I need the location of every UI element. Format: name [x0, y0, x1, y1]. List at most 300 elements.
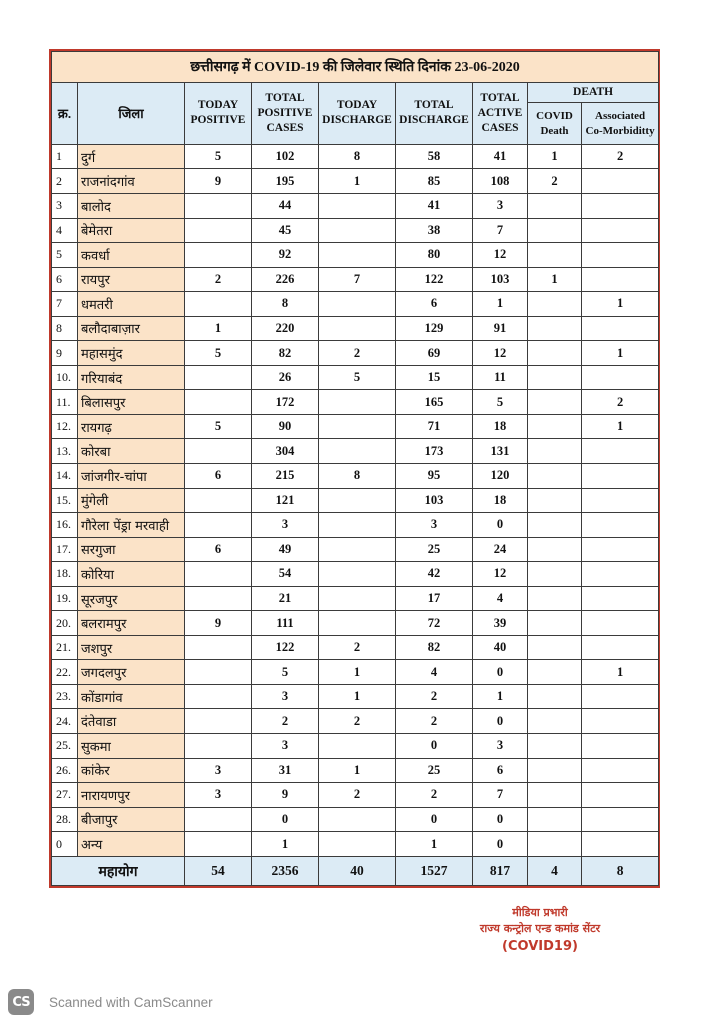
total-discharge-cell: 0 [396, 734, 473, 759]
table-row [52, 660, 659, 685]
today-positive-cell: 9 [185, 169, 252, 194]
district-name: कोरिया [78, 562, 185, 587]
today-positive-cell: 2 [185, 267, 252, 292]
total-discharge-cell: 58 [396, 144, 473, 169]
today-discharge-cell [319, 193, 396, 218]
total-discharge-cell: 0 [396, 807, 473, 832]
table-row [52, 267, 659, 292]
district-name: कांकेर [78, 758, 185, 783]
comorbidity-death-cell [582, 169, 659, 194]
total-discharge-cell: 173 [396, 439, 473, 464]
today-positive-cell: 5 [185, 144, 252, 169]
today-discharge-cell [319, 537, 396, 562]
today-discharge-cell: 1 [319, 660, 396, 685]
today-discharge-cell: 2 [319, 341, 396, 366]
comorbidity-death-cell [582, 611, 659, 636]
district-name: बीजापुर [78, 807, 185, 832]
col-header-total-active: TOTAL ACTIVE CASES [473, 82, 528, 144]
total-discharge-cell: 2 [396, 709, 473, 734]
comorbidity-death-cell [582, 365, 659, 390]
serial-number: 20. [52, 611, 78, 636]
today-discharge-cell [319, 832, 396, 857]
active-cases-cell: 120 [473, 464, 528, 489]
total-positive-cell: 1 [252, 832, 319, 857]
total-discharge-cell: 6 [396, 292, 473, 317]
active-cases-cell: 6 [473, 758, 528, 783]
today-positive-cell: 5 [185, 414, 252, 439]
active-cases-cell: 40 [473, 635, 528, 660]
table-row [52, 414, 659, 439]
district-name: बिलासपुर [78, 390, 185, 415]
total-positive-cell: 82 [252, 341, 319, 366]
today-discharge-cell [319, 488, 396, 513]
district-name: दुर्ग [78, 144, 185, 169]
col-header-total-positive: TOTAL POSITIVE CASES [252, 82, 319, 144]
serial-number: 3 [52, 193, 78, 218]
district-name: सुकमा [78, 734, 185, 759]
report-sheet [49, 49, 660, 888]
active-cases-cell: 0 [473, 832, 528, 857]
table-row [52, 586, 659, 611]
covid-death-cell [528, 464, 582, 489]
table-row [52, 464, 659, 489]
total-discharge-cell: 15 [396, 365, 473, 390]
district-name: राजनांदगांव [78, 169, 185, 194]
total-discharge-cell: 3 [396, 513, 473, 538]
total-today-discharge: 40 [319, 857, 396, 886]
covid-death-cell [528, 611, 582, 636]
active-cases-cell: 11 [473, 365, 528, 390]
comorbidity-death-cell [582, 488, 659, 513]
comorbidity-death-cell [582, 635, 659, 660]
total-positive-cell: 226 [252, 267, 319, 292]
district-name: धमतरी [78, 292, 185, 317]
covid-death-cell [528, 390, 582, 415]
district-name: कोरबा [78, 439, 185, 464]
comorbidity-death-cell: 1 [582, 292, 659, 317]
comorbidity-death-cell [582, 758, 659, 783]
covid-death-cell [528, 635, 582, 660]
today-positive-cell [185, 292, 252, 317]
today-positive-cell [185, 709, 252, 734]
comorbidity-death-cell [582, 807, 659, 832]
today-positive-cell: 6 [185, 537, 252, 562]
total-positive-cell: 121 [252, 488, 319, 513]
today-discharge-cell [319, 734, 396, 759]
serial-number: 6 [52, 267, 78, 292]
total-discharge-cell: 82 [396, 635, 473, 660]
active-cases-cell: 0 [473, 709, 528, 734]
total-discharge-cell: 25 [396, 758, 473, 783]
serial-number: 17. [52, 537, 78, 562]
district-name: गरियाबंद [78, 365, 185, 390]
district-name: बलरामपुर [78, 611, 185, 636]
total-positive-cell: 54 [252, 562, 319, 587]
total-positive-cell: 0 [252, 807, 319, 832]
table-row [52, 635, 659, 660]
district-name: मुंगेली [78, 488, 185, 513]
today-discharge-cell [319, 414, 396, 439]
district-name: जगदलपुर [78, 660, 185, 685]
covid-death-cell [528, 832, 582, 857]
total-positive-cell: 172 [252, 390, 319, 415]
total-positive-cell: 44 [252, 193, 319, 218]
serial-number: 16. [52, 513, 78, 538]
camscanner-watermark [8, 988, 213, 1016]
active-cases-cell: 103 [473, 267, 528, 292]
today-positive-cell: 3 [185, 783, 252, 808]
comorbidity-death-cell [582, 832, 659, 857]
covid19-tag: (COVID19) [502, 939, 578, 954]
serial-number: 4 [52, 218, 78, 243]
total-comorbidity-death: 8 [582, 857, 659, 886]
today-positive-cell [185, 243, 252, 268]
media-incharge-signature [440, 905, 640, 957]
comorbidity-death-cell [582, 709, 659, 734]
covid-death-cell [528, 488, 582, 513]
serial-number: 7 [52, 292, 78, 317]
active-cases-cell: 3 [473, 734, 528, 759]
serial-number: 28. [52, 807, 78, 832]
serial-number: 15. [52, 488, 78, 513]
serial-number: 24. [52, 709, 78, 734]
comorbidity-death-cell: 2 [582, 390, 659, 415]
today-positive-cell: 9 [185, 611, 252, 636]
camscanner-logo-icon: CS [8, 989, 34, 1015]
comorbidity-death-cell [582, 513, 659, 538]
today-positive-cell [185, 684, 252, 709]
total-positive-cell: 90 [252, 414, 319, 439]
col-header-today-discharge: TODAY DISCHARGE [319, 82, 396, 144]
total-discharge-cell: 42 [396, 562, 473, 587]
table-row [52, 365, 659, 390]
total-positive-cell: 122 [252, 635, 319, 660]
district-name: दंतेवाडा [78, 709, 185, 734]
total-discharge-cell: 72 [396, 611, 473, 636]
total-discharge-cell: 2 [396, 783, 473, 808]
control-center-name: राज्य कन्ट्रोल एन्ड कमांड सेंटर [479, 922, 601, 935]
serial-number: 14. [52, 464, 78, 489]
comorbidity-death-cell [582, 464, 659, 489]
active-cases-cell: 1 [473, 684, 528, 709]
today-discharge-cell: 1 [319, 169, 396, 194]
table-row [52, 390, 659, 415]
total-discharge-cell: 1 [396, 832, 473, 857]
total-discharge-cell: 4 [396, 660, 473, 685]
col-header-sn: क्र. [52, 82, 78, 144]
today-positive-cell [185, 660, 252, 685]
table-row [52, 783, 659, 808]
total-positive-cell: 111 [252, 611, 319, 636]
serial-number: 9 [52, 341, 78, 366]
total-positive-cell: 2 [252, 709, 319, 734]
total-positive-cell: 31 [252, 758, 319, 783]
table-row [52, 439, 659, 464]
today-positive-cell [185, 439, 252, 464]
active-cases-cell: 7 [473, 783, 528, 808]
col-header-comorbidity: Associated Co-Morbiditty [582, 103, 659, 145]
comorbidity-death-cell [582, 267, 659, 292]
today-discharge-cell: 2 [319, 709, 396, 734]
today-discharge-cell: 7 [319, 267, 396, 292]
table-row [52, 341, 659, 366]
comorbidity-death-cell [582, 218, 659, 243]
comorbidity-death-cell: 1 [582, 660, 659, 685]
today-positive-cell: 6 [185, 464, 252, 489]
active-cases-cell: 12 [473, 341, 528, 366]
serial-number: 18. [52, 562, 78, 587]
today-positive-cell [185, 807, 252, 832]
today-positive-cell [185, 365, 252, 390]
covid-death-cell [528, 709, 582, 734]
active-cases-cell: 41 [473, 144, 528, 169]
serial-number: 27. [52, 783, 78, 808]
comorbidity-death-cell [582, 193, 659, 218]
active-cases-cell: 0 [473, 660, 528, 685]
serial-number: 1 [52, 144, 78, 169]
total-active-cases: 817 [473, 857, 528, 886]
total-discharge-cell: 41 [396, 193, 473, 218]
comorbidity-death-cell: 1 [582, 341, 659, 366]
active-cases-cell: 91 [473, 316, 528, 341]
serial-number: 21. [52, 635, 78, 660]
serial-number: 19. [52, 586, 78, 611]
col-header-covid-death: COVID Death [528, 103, 582, 145]
covid-death-cell [528, 783, 582, 808]
comorbidity-death-cell: 1 [582, 414, 659, 439]
district-name: सरगुजा [78, 537, 185, 562]
today-positive-cell [185, 635, 252, 660]
active-cases-cell: 0 [473, 807, 528, 832]
today-discharge-cell: 8 [319, 144, 396, 169]
active-cases-cell: 1 [473, 292, 528, 317]
serial-number: 12. [52, 414, 78, 439]
comorbidity-death-cell [582, 537, 659, 562]
table-row [52, 832, 659, 857]
active-cases-cell: 3 [473, 193, 528, 218]
serial-number: 0 [52, 832, 78, 857]
serial-number: 23. [52, 684, 78, 709]
district-name: बेमेतरा [78, 218, 185, 243]
serial-number: 26. [52, 758, 78, 783]
comorbidity-death-cell: 2 [582, 144, 659, 169]
table-row [52, 488, 659, 513]
col-header-total-discharge: TOTAL DISCHARGE [396, 82, 473, 144]
table-row [52, 562, 659, 587]
table-row [52, 807, 659, 832]
total-discharge-cell: 2 [396, 684, 473, 709]
covid-death-cell [528, 537, 582, 562]
today-discharge-cell: 1 [319, 758, 396, 783]
comorbidity-death-cell [582, 586, 659, 611]
table-row [52, 513, 659, 538]
total-positive-cell: 49 [252, 537, 319, 562]
today-discharge-cell [319, 513, 396, 538]
today-discharge-cell [319, 243, 396, 268]
today-positive-cell [185, 562, 252, 587]
comorbidity-death-cell [582, 783, 659, 808]
district-name: कवर्धा [78, 243, 185, 268]
total-positive-cell: 3 [252, 734, 319, 759]
total-discharge-cell: 85 [396, 169, 473, 194]
today-positive-cell: 1 [185, 316, 252, 341]
total-discharge-cell: 129 [396, 316, 473, 341]
table-row [52, 169, 659, 194]
today-discharge-cell [319, 390, 396, 415]
table-row [52, 292, 659, 317]
district-name: सूरजपुर [78, 586, 185, 611]
total-discharge-cell: 95 [396, 464, 473, 489]
report-title: छत्तीसगढ़ में COVID-19 की जिलेवार स्थिति दिनांक 23-06-2020 [52, 52, 659, 83]
total-positive-cell: 21 [252, 586, 319, 611]
total-positive-cell: 3 [252, 513, 319, 538]
active-cases-cell: 24 [473, 537, 528, 562]
total-discharge-cell: 69 [396, 341, 473, 366]
district-name: रायगढ़ [78, 414, 185, 439]
serial-number: 22. [52, 660, 78, 685]
covid-death-cell [528, 562, 582, 587]
district-name: बलौदाबाज़ार [78, 316, 185, 341]
district-name: जशपुर [78, 635, 185, 660]
active-cases-cell: 12 [473, 562, 528, 587]
table-body [52, 144, 659, 856]
table-row [52, 218, 659, 243]
table-row [52, 243, 659, 268]
today-discharge-cell: 5 [319, 365, 396, 390]
total-covid-death: 4 [528, 857, 582, 886]
grand-total-label: महायोग [52, 857, 185, 886]
district-name: जांजगीर-चांपा [78, 464, 185, 489]
active-cases-cell: 0 [473, 513, 528, 538]
today-discharge-cell [319, 439, 396, 464]
active-cases-cell: 12 [473, 243, 528, 268]
table-row [52, 537, 659, 562]
total-today-positive: 54 [185, 857, 252, 886]
today-positive-cell [185, 586, 252, 611]
today-discharge-cell: 2 [319, 783, 396, 808]
total-positive-cell: 92 [252, 243, 319, 268]
serial-number: 10. [52, 365, 78, 390]
today-positive-cell [185, 218, 252, 243]
covid-death-cell [528, 365, 582, 390]
col-header-death: DEATH [528, 82, 659, 102]
today-discharge-cell [319, 218, 396, 243]
covid-death-cell [528, 341, 582, 366]
covid-death-cell: 1 [528, 144, 582, 169]
serial-number: 2 [52, 169, 78, 194]
today-discharge-cell [319, 611, 396, 636]
active-cases-cell: 39 [473, 611, 528, 636]
covid-death-cell [528, 758, 582, 783]
total-positive-cell: 102 [252, 144, 319, 169]
active-cases-cell: 4 [473, 586, 528, 611]
total-positive-cell: 45 [252, 218, 319, 243]
covid-death-cell [528, 439, 582, 464]
covid-death-cell [528, 193, 582, 218]
comorbidity-death-cell [582, 439, 659, 464]
table-row [52, 316, 659, 341]
total-positive-cell: 195 [252, 169, 319, 194]
covid-death-cell [528, 586, 582, 611]
district-name: कोंडागांव [78, 684, 185, 709]
covid-death-cell [528, 316, 582, 341]
total-discharge-cell: 122 [396, 267, 473, 292]
table-row [52, 611, 659, 636]
total-positive-cell: 5 [252, 660, 319, 685]
table-row [52, 144, 659, 169]
active-cases-cell: 131 [473, 439, 528, 464]
today-discharge-cell [319, 562, 396, 587]
serial-number: 13. [52, 439, 78, 464]
serial-number: 25. [52, 734, 78, 759]
district-name: रायपुर [78, 267, 185, 292]
total-discharge-cell: 103 [396, 488, 473, 513]
today-positive-cell [185, 488, 252, 513]
today-positive-cell [185, 513, 252, 538]
total-total-discharge: 1527 [396, 857, 473, 886]
total-discharge-cell: 165 [396, 390, 473, 415]
total-positive-cell: 9 [252, 783, 319, 808]
today-discharge-cell [319, 316, 396, 341]
today-positive-cell [185, 832, 252, 857]
district-name: अन्य [78, 832, 185, 857]
total-positive-cell: 3 [252, 684, 319, 709]
covid-death-cell: 2 [528, 169, 582, 194]
active-cases-cell: 108 [473, 169, 528, 194]
serial-number: 11. [52, 390, 78, 415]
covid-death-cell [528, 734, 582, 759]
today-positive-cell: 3 [185, 758, 252, 783]
today-discharge-cell [319, 807, 396, 832]
total-positive-cell: 8 [252, 292, 319, 317]
media-incharge-title: मीडिया प्रभारी [512, 906, 568, 919]
today-positive-cell: 5 [185, 341, 252, 366]
comorbidity-death-cell [582, 562, 659, 587]
covid-death-cell [528, 414, 582, 439]
total-discharge-cell: 71 [396, 414, 473, 439]
district-name: गौरेला पेंड्रा मरवाही [78, 513, 185, 538]
table-row [52, 758, 659, 783]
total-discharge-cell: 38 [396, 218, 473, 243]
serial-number: 8 [52, 316, 78, 341]
col-header-district: जिला [78, 82, 185, 144]
active-cases-cell: 18 [473, 488, 528, 513]
total-positive-cell: 26 [252, 365, 319, 390]
comorbidity-death-cell [582, 684, 659, 709]
today-positive-cell [185, 390, 252, 415]
active-cases-cell: 18 [473, 414, 528, 439]
covid-death-cell [528, 243, 582, 268]
table-row [52, 734, 659, 759]
active-cases-cell: 5 [473, 390, 528, 415]
comorbidity-death-cell [582, 316, 659, 341]
today-positive-cell [185, 193, 252, 218]
table-row [52, 684, 659, 709]
total-positive-cell: 215 [252, 464, 319, 489]
today-discharge-cell [319, 292, 396, 317]
today-positive-cell [185, 734, 252, 759]
covid-death-cell [528, 218, 582, 243]
district-name: महासमुंद [78, 341, 185, 366]
district-name: नारायणपुर [78, 783, 185, 808]
district-name: बालोद [78, 193, 185, 218]
today-discharge-cell: 1 [319, 684, 396, 709]
comorbidity-death-cell [582, 734, 659, 759]
covid-death-cell [528, 684, 582, 709]
covid-death-cell [528, 807, 582, 832]
comorbidity-death-cell [582, 243, 659, 268]
total-positive-cell: 304 [252, 439, 319, 464]
